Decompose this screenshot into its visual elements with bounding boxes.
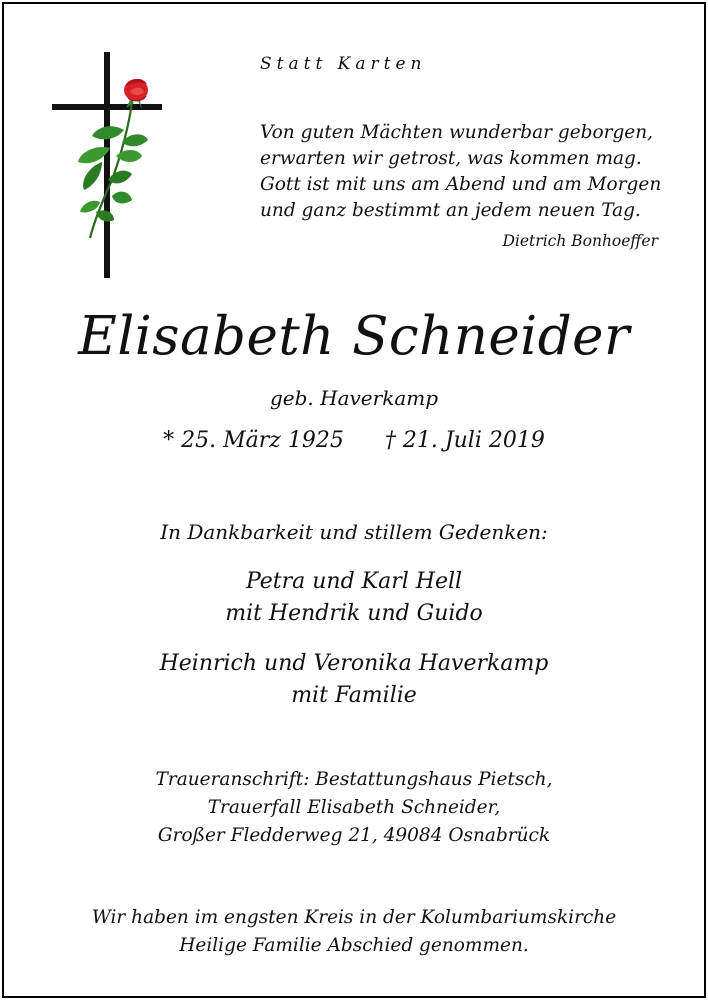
family-line: Heinrich und Veronika Haverkamp [159,651,549,676]
born-name: geb. Haverkamp [269,386,439,410]
family-line: Petra und Karl Hell [245,569,463,594]
farewell-line: Wir haben im engsten Kreis in der Kolumbariumskirche [91,907,617,928]
poem-line: Von guten Mächten wunderbar geborgen, [260,122,654,143]
poem-author: Dietrich Bonhoeffer [502,232,658,250]
address-line: Großer Fledderweg 21, 49084 Osnabrück [157,825,551,846]
obituary-card [2,2,706,998]
mourners-intro: In Dankbarkeit und stillem Gedenken: [160,520,548,544]
mourning-address [4,766,704,850]
life-dates [4,428,704,453]
poem-line: Gott ist mit uns am Abend und am Morgen [260,174,662,195]
poem-line: erwarten wir getrost, was kommen mag. [260,148,642,169]
address-line: Traueranschrift: Bestattungshaus Pietsch, [155,769,553,790]
farewell-note [4,904,704,960]
poem-line: und ganz bestimmt an jedem neuen Tag. [260,200,641,221]
death-date: † 21. Juli 2019 [384,428,545,453]
poem [260,120,680,224]
family-line: mit Hendrik und Guido [225,601,483,626]
cross-with-rose-icon [50,52,166,278]
family-line: mit Familie [291,683,417,708]
family-group [4,566,704,630]
birth-date: * 25. März 1925 [163,428,344,453]
address-line: Trauerfall Elisabeth Schneider, [207,797,501,818]
farewell-line: Heilige Familie Abschied genommen. [179,935,529,956]
deceased-name: Elisabeth Schneider [78,306,630,367]
family-group [4,648,704,712]
statt-karten-label: Statt Karten [260,54,427,74]
